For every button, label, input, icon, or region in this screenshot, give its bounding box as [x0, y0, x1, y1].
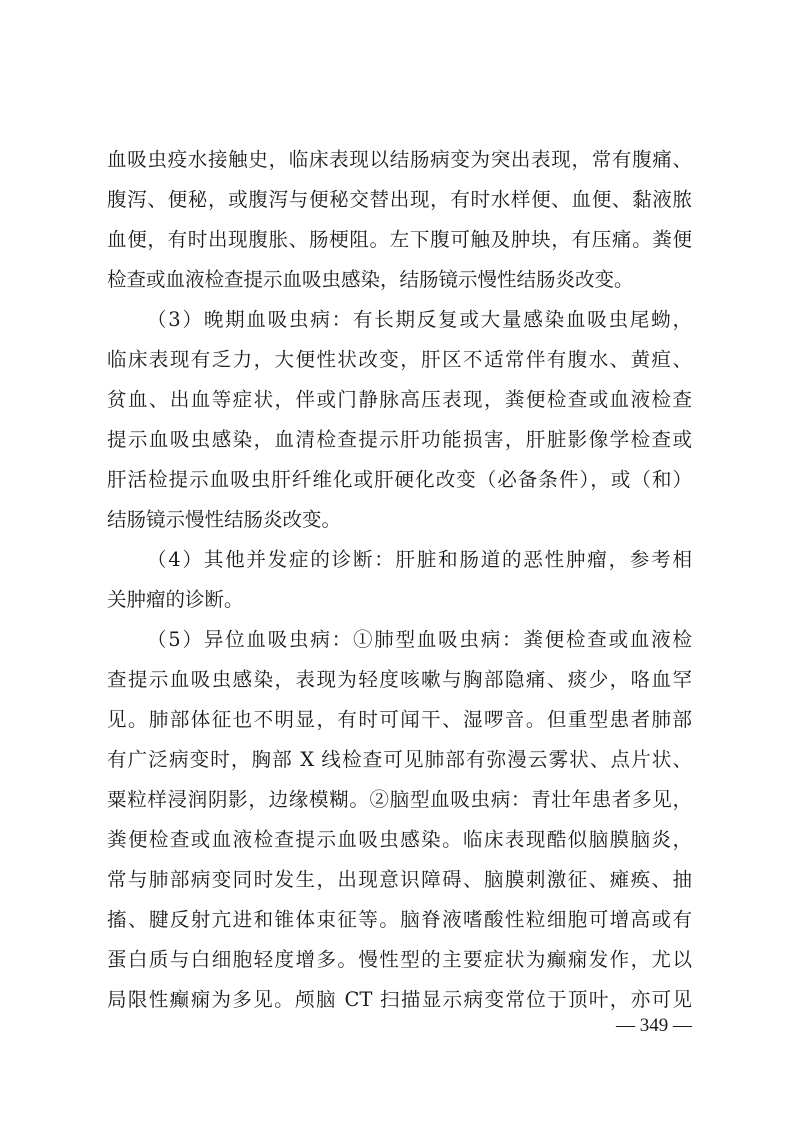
text-line: 蛋白质与白细胞轻度增多。慢性型的主要症状为癫痫发作，尤以	[107, 948, 692, 971]
text-line: 粟粒样浸润阴影，边缘模糊。②脑型血吸虫病：青壮年患者多见，	[107, 788, 692, 811]
text-line: （4）其他并发症的诊断：肝脏和肠道的恶性肿瘤，参考相	[147, 548, 692, 571]
text-line: 临床表现有乏力，大便性状改变，肝区不适常伴有腹水、黄疸、	[107, 348, 692, 371]
text-line: 血便，有时出现腹胀、肠梗阻。左下腹可触及肿块，有压痛。粪便	[107, 228, 692, 251]
text-line: 肝活检提示血吸虫肝纤维化或肝硬化改变（必备条件），或（和）	[107, 468, 692, 491]
text-line: 有广泛病变时，胸部 X 线检查可见肺部有弥漫云雾状、点片状、	[107, 748, 692, 771]
text-line: （5）异位血吸虫病：①肺型血吸虫病：粪便检查或血液检	[147, 628, 692, 651]
text-line: 腹泻、便秘，或腹泻与便秘交替出现，有时水样便、血便、黏液脓	[107, 188, 692, 211]
text-line: 搐、腱反射亢进和锥体束征等。脑脊液嗜酸性粒细胞可增高或有	[107, 908, 692, 931]
text-line: 血吸虫疫水接触史，临床表现以结肠病变为突出表现，常有腹痛、	[107, 148, 692, 171]
text-line: 关肿瘤的诊断。	[107, 588, 244, 611]
text-line: 提示血吸虫感染，血清检查提示肝功能损害，肝脏影像学检查或	[107, 428, 692, 451]
text-line: 见。肺部体征也不明显，有时可闻干、湿啰音。但重型患者肺部	[107, 708, 692, 731]
text-line: 局限性癫痫为多见。颅脑 CT 扫描显示病变常位于顶叶，亦可见	[107, 988, 692, 1011]
text-line: 常与肺部病变同时发生，出现意识障碍、脑膜刺激征、瘫痪、抽	[107, 868, 692, 891]
text-line: 检查或血液检查提示血吸虫感染，结肠镜示慢性结肠炎改变。	[107, 268, 634, 291]
page-number: — 349 —	[616, 1015, 692, 1036]
text-line: 粪便检查或血液检查提示血吸虫感染。临床表现酷似脑膜脑炎，	[107, 828, 692, 851]
text-line: （3）晚期血吸虫病：有长期反复或大量感染血吸虫尾蚴，	[147, 308, 692, 331]
text-line: 结肠镜示慢性结肠炎改变。	[107, 508, 342, 531]
text-line: 查提示血吸虫感染，表现为轻度咳嗽与胸部隐痛、痰少，咯血罕	[107, 668, 692, 691]
text-line: 贫血、出血等症状，伴或门静脉高压表现，粪便检查或血液检查	[107, 388, 692, 411]
